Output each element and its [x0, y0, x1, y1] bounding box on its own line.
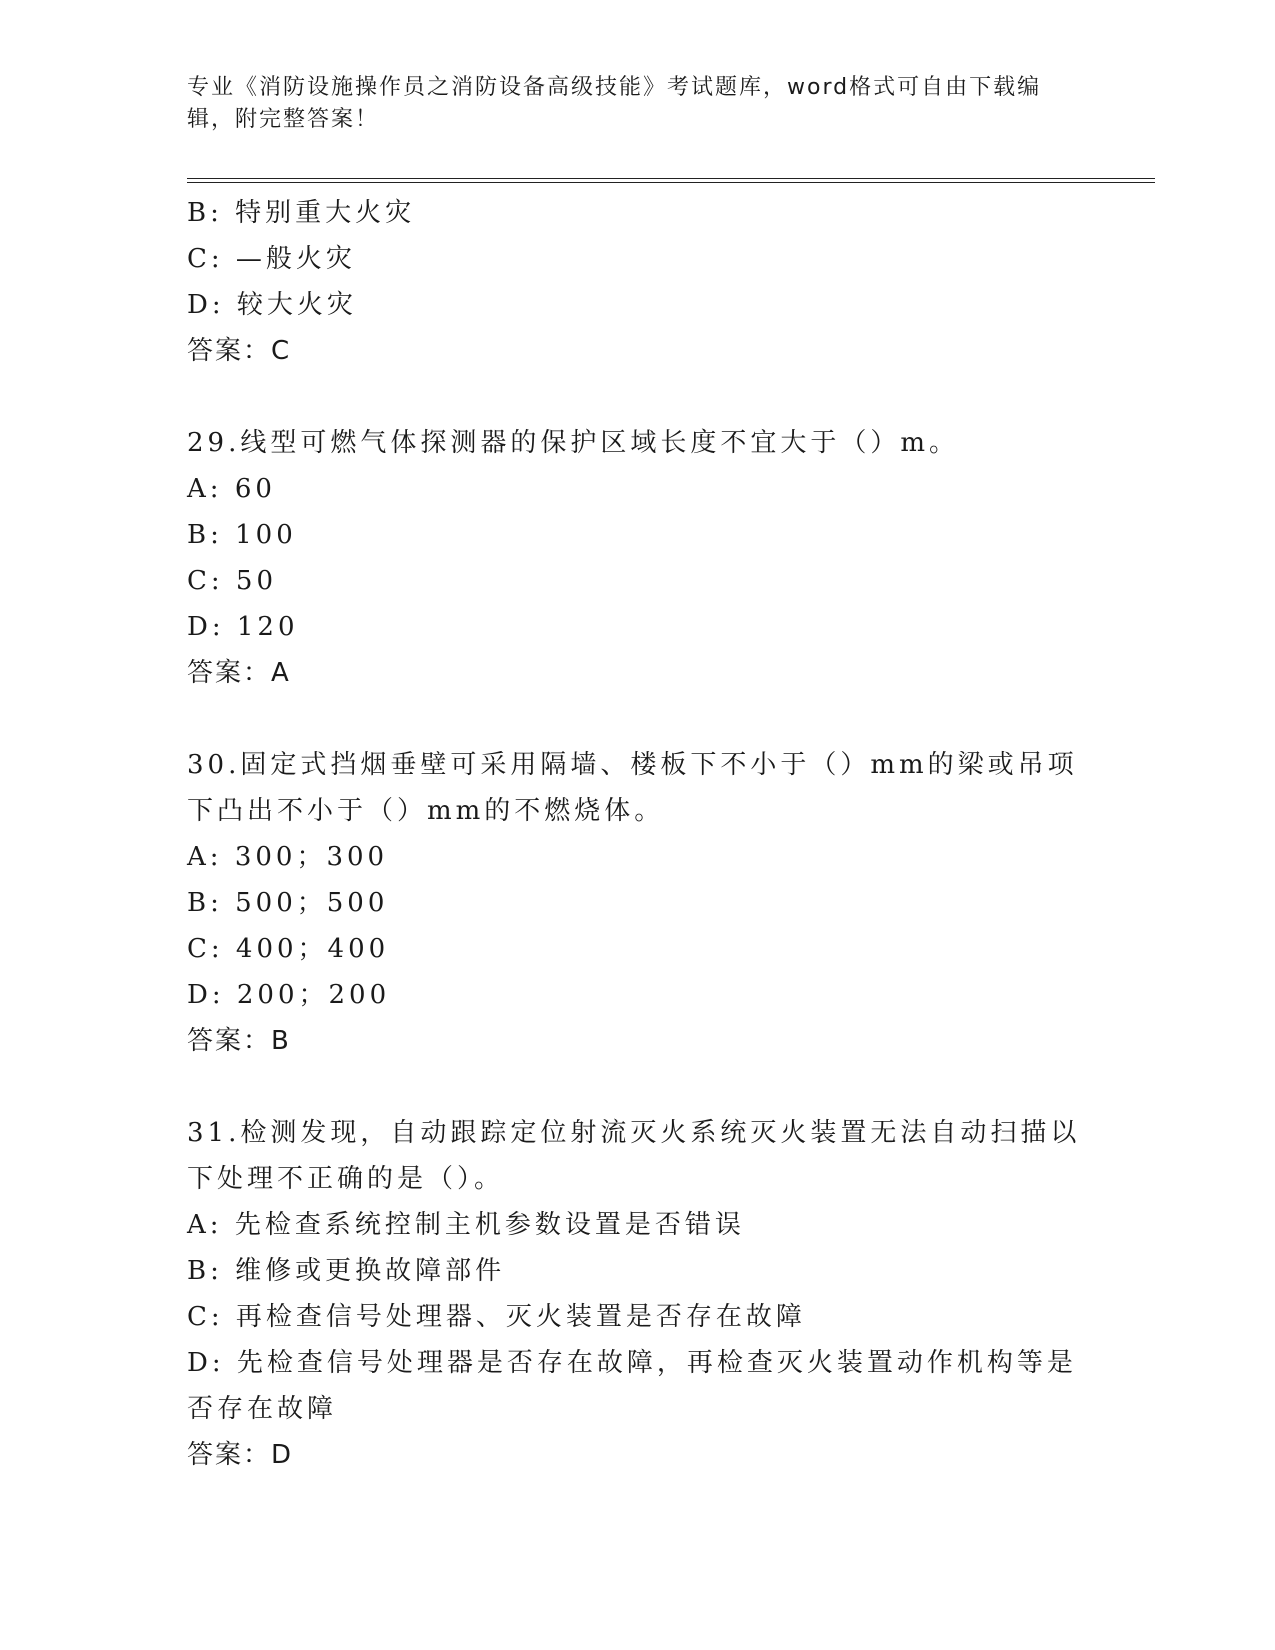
header-divider	[187, 178, 1155, 183]
question-stem: 31.检测发现，自动跟踪定位射流灭火系统灭火装置无法自动扫描以下处理不正确的是（）。	[187, 1118, 1081, 1194]
option-a: A: 先检查系统控制主机参数设置是否错误	[187, 1210, 745, 1240]
option-a: A: 60	[187, 474, 276, 504]
option-b: B: 特别重大火灾	[187, 198, 416, 228]
option-c: C: —般火灾	[187, 244, 356, 274]
document-header: 专业《消防设施操作员之消防设备高级技能》考试题库，word格式可自由下载编辑，附完整答案！	[187, 75, 1042, 132]
answer-text: 答案：B	[187, 1026, 291, 1056]
answer-text: 答案：C	[187, 336, 292, 366]
question-list	[187, 190, 1087, 1478]
answer-text: 答案：A	[187, 658, 291, 688]
answer-text: 答案：D	[187, 1440, 294, 1470]
option-c: C: 再检查信号处理器、灭火装置是否存在故障	[187, 1302, 806, 1332]
question-stem: 30.固定式挡烟垂壁可采用隔墙、楼板下不小于（）mm的梁或吊项下凸出不小于（）mm的不燃烧体。	[187, 750, 1078, 826]
question-28-continued	[187, 190, 1087, 374]
question-stem: 29.线型可燃气体探测器的保护区域长度不宜大于（）m。	[187, 428, 960, 458]
option-a: A: 300；300	[187, 842, 389, 872]
question-31	[187, 1110, 1087, 1478]
option-b: B: 100	[187, 520, 297, 550]
option-b: B: 维修或更换故障部件	[187, 1256, 506, 1286]
option-d: D: 较大火灾	[187, 290, 357, 320]
option-d: D: 120	[187, 612, 299, 642]
question-29	[187, 420, 1087, 696]
question-30	[187, 742, 1087, 1064]
option-c: C: 50	[187, 566, 278, 596]
option-c: C: 400；400	[187, 934, 390, 964]
option-d: D: 200；200	[187, 980, 391, 1010]
option-b: B: 500；500	[187, 888, 389, 918]
option-d: D: 先检查信号处理器是否存在故障，再检查灭火装置动作机构等是否存在故障	[187, 1348, 1077, 1424]
